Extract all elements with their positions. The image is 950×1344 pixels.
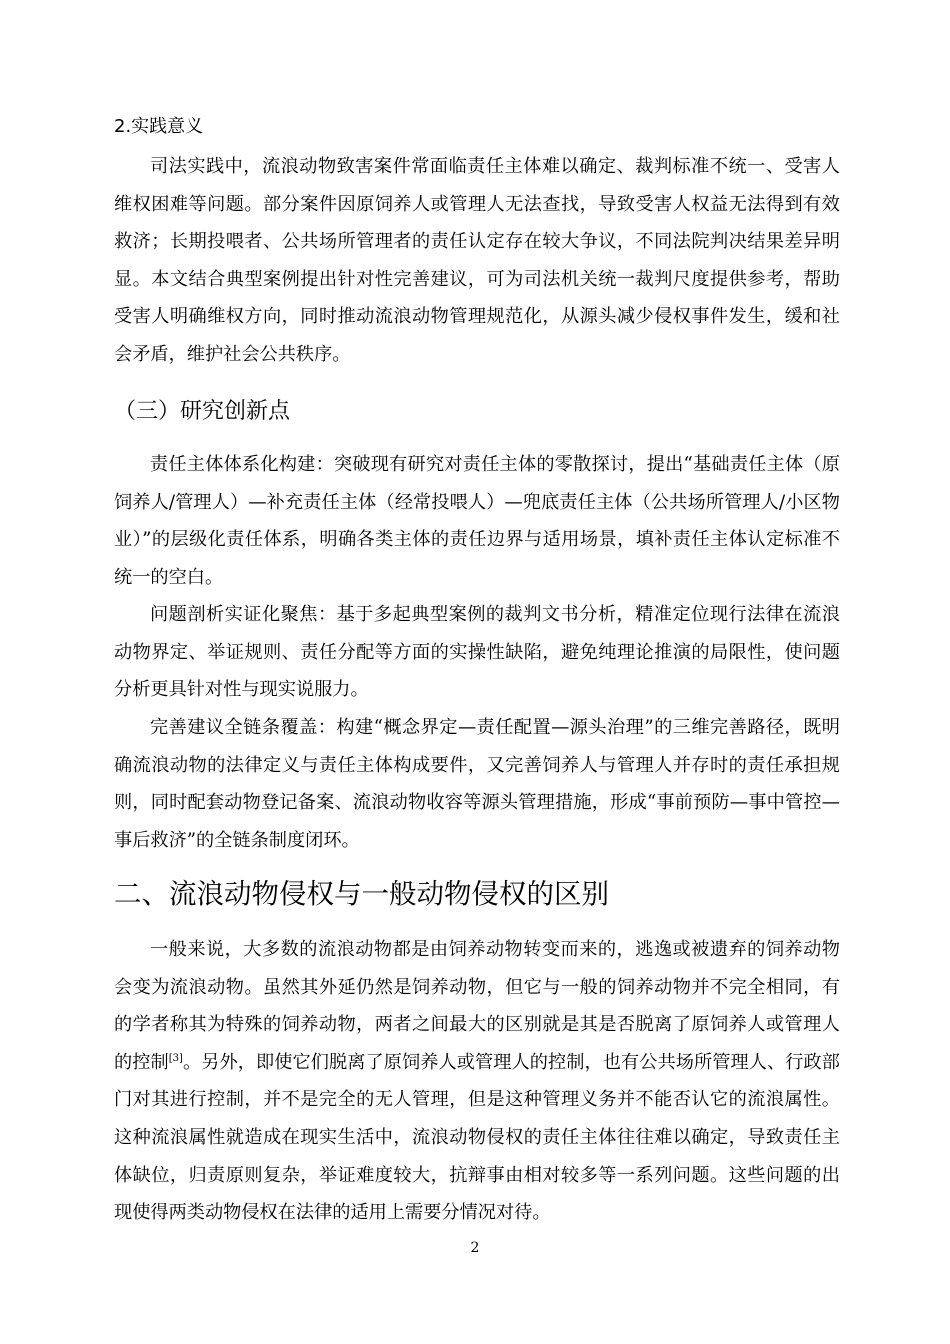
- chapter-two-text-part-2: 。另外，即使它们脱离了原饲养人或管理人的控制，也有公共场所管理人、行政部门对其进行控制，并不是完全的无人管理，但是这种管理义务并不能否认它的流浪属性。这种流浪属性就造成在现实生活中，流浪动物侵权的责任主体往往难以确定，导致责任主体缺位，归责原则复杂，举证难度较大，抗辩事由相对较多等一系列问题。这些问题的出现使得两类动物侵权在法律的适用上需要分情况对待。: [114, 1051, 840, 1224]
- citation-reference[interactable]: [3]: [168, 1052, 183, 1064]
- practical-significance-paragraph: 司法实践中，流浪动物致害案件常面临责任主体难以确定、裁判标准不统一、受害人维权困难等问题。部分案件因原饲养人或管理人无法查找，导致受害人权益无法得到有效救济；长期投喂者、公共场所管理者的责任认定存在较大争议，不同法院判决结果差异明显。本文结合典型案例提出针对性完善建议，可为司法机关统一裁判尺度提供参考，帮助受害人明确维权方向，同时推动流浪动物管理规范化，从源头减少侵权事件发生，缓和社会矛盾，维护社会公共秩序。: [114, 156, 840, 365]
- innovation-paragraph-full-chain: 完善建议全链条覆盖：构建“概念界定—责任配置—源头治理”的三维完善路径，既明确流浪动物的法律定义与责任主体构成要件，又完善饲养人与管理人并存时的责任承担规则，同时配套动物登记备案、流浪动物收容等源头管理措施，形成“事前预防—事中管控—事后救济”的全链条制度闭环。: [114, 717, 840, 851]
- chapter-two-paragraph: [114, 931, 840, 1232]
- innovation-paragraph-empirical-analysis: 问题剖析实证化聚焦：基于多起典型案例的裁判文书分析，精准定位现行法律在流浪动物界定、举证规则、责任分配等方面的实操性缺陷，避免纯理论推演的局限性，使问题分析更具针对性与现实说服力。: [114, 604, 840, 701]
- page-number: 2: [470, 1240, 480, 1256]
- chapter-two-heading: 二、流浪动物侵权与一般动物侵权的区别: [114, 878, 609, 910]
- innovation-paragraph-responsibility-system: 责任主体体系化构建：突破现有研究对责任主体的零散探讨，提出“基础责任主体（原饲养人/管理人）—补充责任主体（经常投喂人）—兜底责任主体（公共场所管理人/小区物业）”的层级化责任体系，明确各类主体的责任边界与适用场景，填补责任主体认定标准不统一的空白。: [114, 454, 840, 588]
- research-innovation-heading: （三）研究创新点: [114, 399, 291, 424]
- chapter-two-text-part-1: 一般来说，大多数的流浪动物都是由饲养动物转变而来的，逃逸或被遗弃的饲养动物会变为流浪动物。虽然其外延仍然是饲养动物，但它与一般的饲养动物并不完全相同，有的学者称其为特殊的饲养动物，两者之间最大的区别就是其是否脱离了原饲养人或管理人的控制: [114, 939, 840, 1073]
- practical-significance-heading: 2.实践意义: [114, 116, 204, 137]
